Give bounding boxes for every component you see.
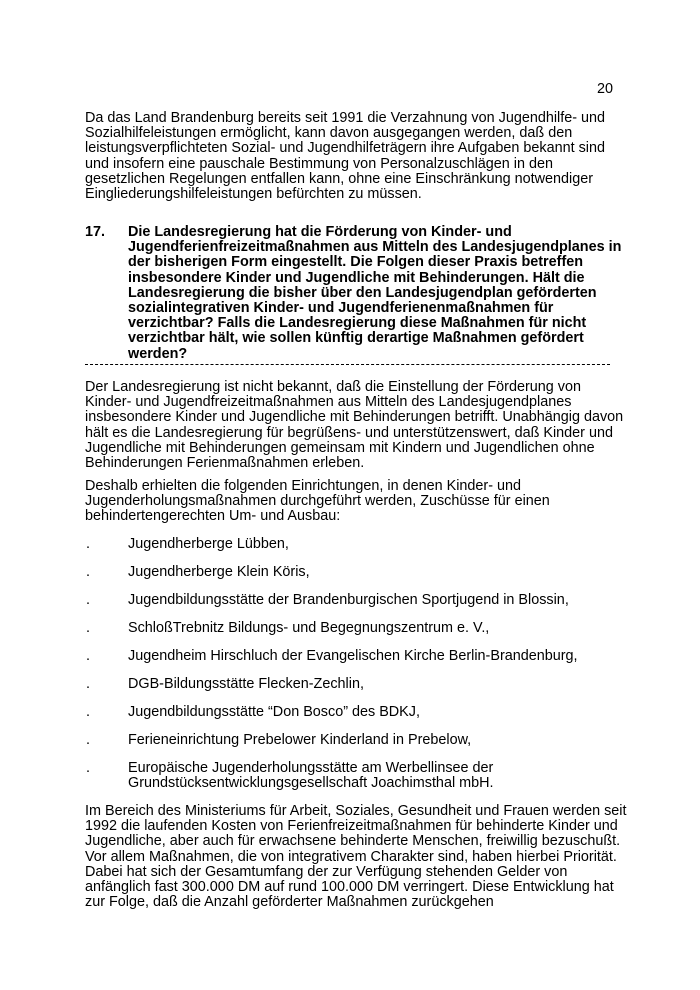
question-17 <box>85 225 630 362</box>
question-text: Die Landesregierung hat die Förderung von Kinder- und Jugendferienfreizeitmaßnahmen aus Mitteln des Landesjugendplanes in der bisherigen Form eingestellt. Die Folgen dieser Praxis betreffen insbesondere Kinder und Jugendliche mit Behinderungen. Hält die Landesregierung die bisher über den Landesjugendplan geförderten sozialintegrativen Kinder- und Jugendferienenmaßnahmen für verzichtbar? Falls die Landesregierung diese Maßnahmen für nicht verzichtbar hält, wie sollen künftig derartige Maßnahmen gefördert werden? <box>128 224 622 362</box>
list-marker: . <box>86 704 90 720</box>
list-marker: . <box>86 536 90 552</box>
facility-name: Ferieneinrichtung Prebelower Kinderland in Prebelow, <box>128 732 472 748</box>
question-number: 17. <box>85 224 106 240</box>
list-item <box>85 537 630 552</box>
list-item <box>85 621 630 636</box>
list-marker: . <box>86 676 90 692</box>
facility-name: SchloßTrebnitz Bildungs- und Begegnungszentrum e. V., <box>128 620 490 636</box>
facility-name: Europäische Jugenderholungsstätte am Werbellinsee der Grundstücksentwicklungsgesellschaft Joachimsthal mbH. <box>128 760 494 792</box>
list-item <box>85 593 630 608</box>
answer-paragraph-3: Im Bereich des Ministeriums für Arbeit, Soziales, Gesundheit und Frauen werden seit 1992 die laufenden Kosten von Ferienfreizeitmaßnahmen für behinderte Kinder und Jugendliche, aber auch für erwachsene behinderte Menschen, freiwillig bezuschußt. Vor allem Maßnahmen, die von integrativem Charakter sind, haben hierbei Priorität. Dabei hat sich der Gesamtumfang der zur Verfügung stehenden Gelder von anfänglich fast 300.000 DM auf rund 100.000 DM verringert. Diese Entwicklung hat zur Folge, daß die Anzahl geförderter Maßnahmen zurückgehen <box>85 803 627 911</box>
list-item <box>85 733 630 748</box>
facility-name: Jugendherberge Klein Köris, <box>128 564 310 580</box>
list-marker: . <box>86 620 90 636</box>
list-marker: . <box>86 564 90 580</box>
list-marker: . <box>86 592 90 608</box>
facility-name: Jugendbildungsstätte der Brandenburgischen Sportjugend in Blossin, <box>128 592 569 608</box>
list-item <box>85 677 630 692</box>
facility-name: DGB-Bildungsstätte Flecken-Zechlin, <box>128 676 364 692</box>
facility-name: Jugendheim Hirschluch der Evangelischen Kirche Berlin-Brandenburg, <box>128 648 578 664</box>
list-item <box>85 649 630 664</box>
list-marker: . <box>86 760 90 776</box>
list-marker: . <box>86 648 90 664</box>
separator-dashed-line <box>85 349 610 365</box>
list-item <box>85 565 630 580</box>
answer-paragraph-1: Der Landesregierung ist nicht bekannt, daß die Einstellung der Förderung von Kinder- und Jugendfreizeitmaßnahmen aus Mitteln des Landesjugendplanes insbesondere Kinder und Jugendliche mit Behinderungen betrifft. Unabhängig davon hält es die Landesregierung für begrüßens- und unterstützenswert, daß Kinder und Jugendliche mit Behinderungen gemeinsam mit Kindern und Jugendlichen ohne Behinderungen Ferienmaßnahmen erleben. <box>85 379 624 472</box>
facility-name: Jugendherberge Lübben, <box>128 536 289 552</box>
page-number: 20 <box>597 81 614 97</box>
list-item <box>85 761 630 791</box>
facility-name: Jugendbildungsstätte “Don Bosco” des BDKJ, <box>128 704 420 720</box>
paragraph-intro: Da das Land Brandenburg bereits seit 1991 die Verzahnung von Jugendhilfe- und Sozialhilfeleistungen ermöglicht, kann davon ausgegangen werden, daß den leistungsverpflichteten Sozial- und Jugendhilfeträgern ihre Aufgaben bekannt sind und insofern eine pauschale Bestimmung von Personalzuschlägen in den gesetzlichen Regelungen entfallen kann, ohne eine Einschränkung notwendiger Eingliederungshilfeleistungen befürchten zu müssen. <box>85 110 606 203</box>
list-marker: . <box>86 732 90 748</box>
list-item <box>85 705 630 720</box>
answer-paragraph-2: Deshalb erhielten die folgenden Einrichtungen, in denen Kinder- und Jugenderholungsmaßnahmen durchgeführt werden, Zuschüsse für einen behindertengerechten Um- und Ausbau: <box>85 478 550 525</box>
